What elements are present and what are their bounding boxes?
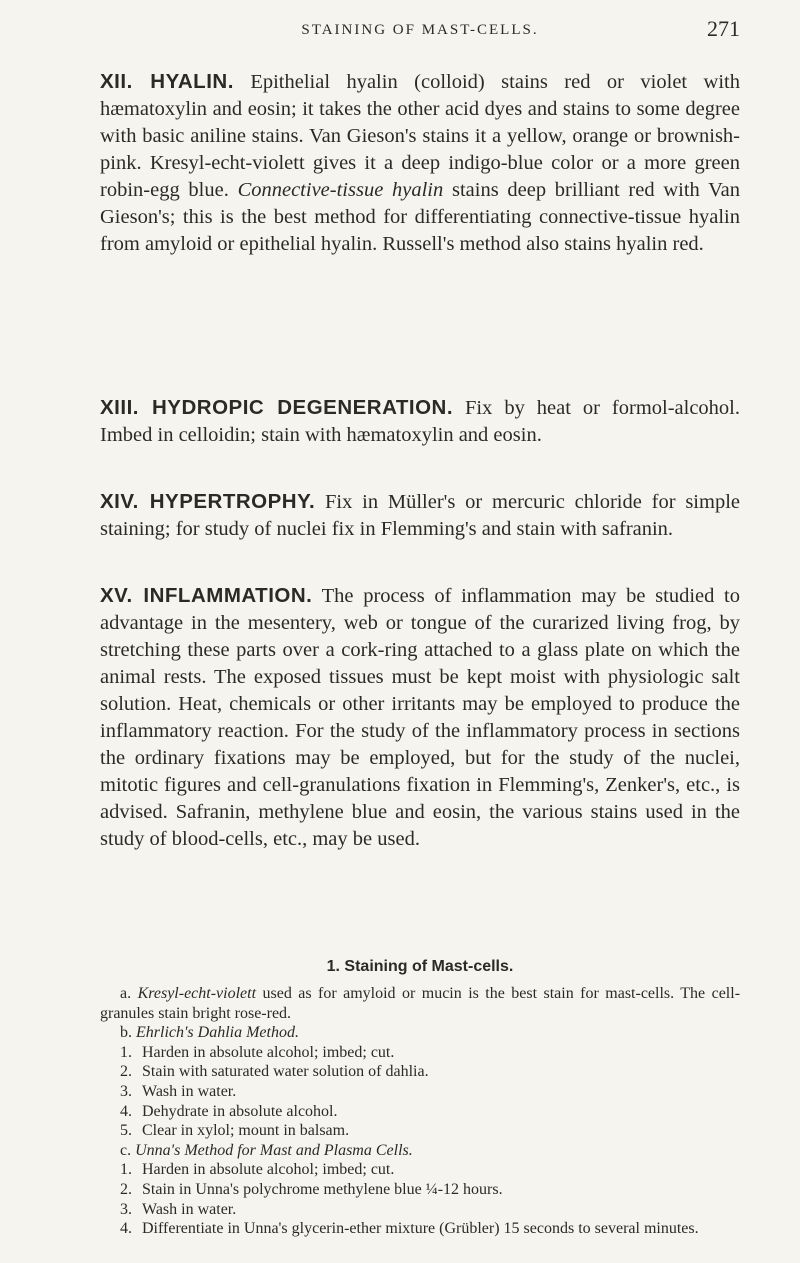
page-number: 271 [707, 16, 740, 41]
method-b-title [100, 1023, 740, 1043]
step-number: 1. [120, 1161, 132, 1179]
method-label: b. [120, 1024, 132, 1042]
method-c-title [100, 1141, 740, 1161]
section-text: stains deep brilliant red with Van Gieson's; this is the best method for differentiating connective-tissue hyalin from amyloid or epithelial hyalin. Russell's method also stains hyalin red. [100, 179, 740, 255]
section-paragraph [100, 394, 740, 449]
method-a [100, 984, 740, 1023]
method-step [120, 1200, 740, 1220]
section-heading: XIII. HYDROPIC DEGENERATION. [100, 396, 454, 419]
method-step [120, 1219, 740, 1239]
staining-methods [100, 984, 740, 1239]
method-title: Ehrlich's Dahlia Method. [136, 1024, 299, 1042]
step-text: Harden in absolute alcohol; imbed; cut. [142, 1161, 395, 1179]
step-number: 4. [120, 1220, 132, 1238]
step-text: Wash in water. [142, 1082, 237, 1100]
method-step [120, 1121, 740, 1141]
section-paragraph [100, 68, 740, 258]
method-step [120, 1102, 740, 1122]
step-number: 1. [120, 1043, 132, 1061]
step-number: 3. [120, 1200, 132, 1218]
method-step [120, 1043, 740, 1063]
section-hyalin [100, 68, 740, 258]
section-italic-term: Connective-tissue hyalin [237, 179, 444, 201]
section-text: Fix in Müller's or mercuric chloride for simple staining; for study of nuclei fix in Flemming's and stain with safranin. [100, 491, 740, 540]
section-hydropic-degeneration [100, 394, 740, 449]
section-paragraph [100, 582, 740, 853]
step-text: Clear in xylol; mount in balsam. [142, 1122, 350, 1140]
section-text: Epithelial hyalin (colloid) stains red or violet with hæmatoxylin and eosin; it takes the other acid dyes and stains to some degree with basic aniline stains. Van Gieson's stains it a yellow, orange or brownish-pink. Kresyl-echt-violett gives it a deep indigo-blue color or a more green robin-egg blue. [100, 71, 740, 201]
step-number: 4. [120, 1102, 132, 1120]
method-stain-name: Kresyl-echt-violett [137, 985, 257, 1002]
section-heading: XII. HYALIN. [100, 70, 234, 93]
step-number: 3. [120, 1082, 132, 1100]
method-title: Unna's Method for Mast and Plasma Cells. [135, 1141, 413, 1159]
section-text: The process of inflammation may be studied to advantage in the mesentery, web or tongue of the curarized living frog, by stretching these parts over a cork-ring attached to a glass plate on which the animal rests. The exposed tissues must be kept moist with physiologic salt solution. Heat, chemicals or other irritants may be employed to produce the inflammatory reaction. For the study of the inflammatory process in sections the ordinary fixations may be employed, but for the study of the nuclei, mitotic figures and cell-granulations fixation in Flemming's, Zenker's, etc., is advised. Safranin, methylene blue and eosin, the various stains used in the study of blood-cells, etc., may be used. [100, 585, 740, 850]
step-text: Stain in Unna's polychrome methylene blue ¼-12 hours. [142, 1180, 503, 1198]
section-hypertrophy [100, 488, 740, 543]
step-number: 2. [120, 1180, 132, 1198]
step-number: 5. [120, 1122, 132, 1140]
method-label: a. [120, 985, 132, 1002]
running-head: STAINING OF MAST-CELLS. [301, 22, 539, 38]
section-inflammation [100, 582, 740, 853]
method-label: c. [120, 1141, 132, 1159]
method-step [120, 1062, 740, 1082]
step-text: Wash in water. [142, 1200, 237, 1218]
section-heading: XIV. HYPERTROPHY. [100, 490, 316, 513]
method-c-steps [100, 1160, 740, 1238]
subsection-title: 1. Staining of Mast-cells. [326, 958, 514, 975]
step-text: Dehydrate in absolute alcohol. [142, 1102, 338, 1120]
step-number: 2. [120, 1063, 132, 1081]
step-text: Stain with saturated water solution of dahlia. [142, 1063, 429, 1081]
section-text: Fix by heat or formol-alcohol. Imbed in celloidin; stain with hæmatoxylin and eosin. [100, 397, 740, 446]
step-text: Harden in absolute alcohol; imbed; cut. [142, 1043, 395, 1061]
page-header [100, 14, 740, 46]
method-step [120, 1082, 740, 1102]
method-text: used as for amyloid or mucin is the best stain for mast-cells. The cell-granules stain bright rose-red. [100, 985, 741, 1022]
step-text: Differentiate in Unna's glycerin-ether mixture (Grübler) 15 seconds to several minutes. [142, 1220, 699, 1238]
method-step [120, 1180, 740, 1200]
section-paragraph [100, 488, 740, 543]
method-b-steps [100, 1043, 740, 1141]
method-step [120, 1160, 740, 1180]
section-heading: XV. INFLAMMATION. [100, 584, 313, 607]
